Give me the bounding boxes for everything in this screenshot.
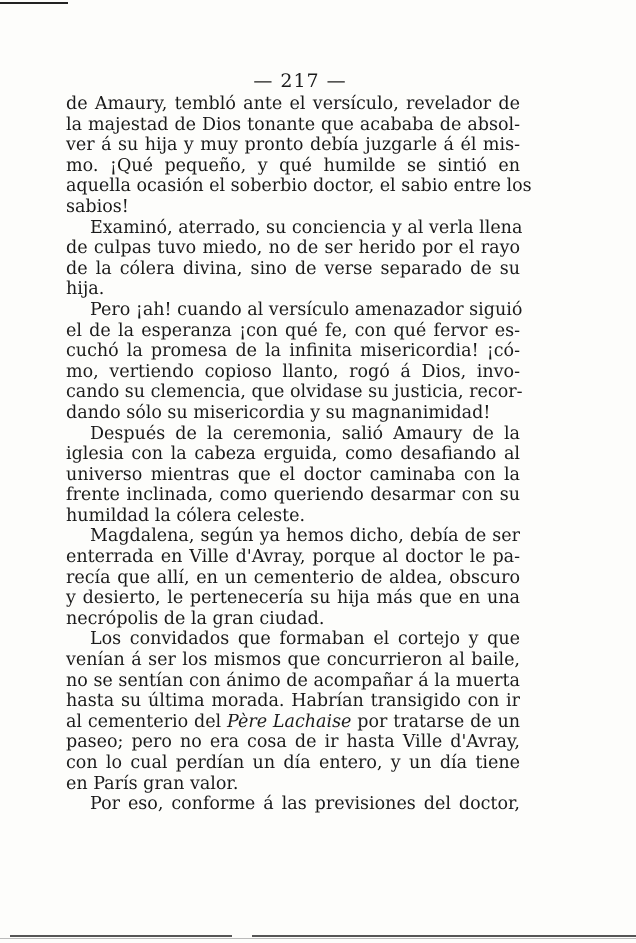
text-line: la majestad de Dios tonante que acababa de absol- [66,114,520,135]
text-line: mo, vertiendo copioso llanto, rogó á Dios, invo- [66,361,520,382]
text-line: de culpas tuvo miedo, no de ser herido por el rayo [66,238,520,259]
text-line: no se sentían con ánimo de acompañar á la muerta [66,670,520,691]
text-line: de Amaury, tembló ante el versículo, revelador de [66,94,520,114]
text-line: ver á su hija y muy pronto debía juzgarle á él mis- [66,135,520,156]
text-line: Examinó, aterrado, su conciencia y al verla llena [90,217,523,238]
text-line: venían á ser los mismos que concurrieron al baile, [66,650,520,671]
text-line: iglesia con la cabeza erguida, como desafiando al [66,444,520,465]
page-number: — 217 — [253,70,347,92]
text-line: paseo; pero no era cosa de ir hasta Ville d'Avray, [66,732,520,753]
scan-edge-mark-bottom-left [10,935,232,937]
text-line: Después de la ceremonia, salió Amaury de la [90,423,520,444]
scan-edge-line [0,938,636,939]
text-line: con lo cual perdían un día entero, y un día tiene [66,753,520,773]
text-line: y desierto, le pertenecería su hija más que en una [66,588,520,609]
text-line: humildad la cólera celeste. [66,505,306,526]
paragraph [66,629,520,794]
text-line: cuchó la promesa de la infinita misericordia! ¡có- [66,341,520,362]
paragraph [66,424,520,527]
text-fragment: al cementerio del [66,711,227,732]
paragraph [66,794,520,815]
paragraph [66,217,523,300]
scan-edge-mark-top [0,2,68,4]
text-line: frente inclinada, como queriendo desarmar con su [66,485,520,506]
text-line: sabios! [66,196,129,217]
text-line: universo mientras que el doctor caminaba con la [66,464,520,485]
paragraph [66,299,523,424]
text-line: necrópolis de la gran ciudad. [66,608,325,629]
text-fragment: por tratarse de un [351,711,521,732]
text-line: Pero ¡ah! cuando al versículo amenazador siguió [90,299,523,320]
text-line: dando sólo su misericordia y su magnanimidad! [66,402,491,423]
text-line: enterrada en Ville d'Avray, porque al doctor le pa- [66,547,520,568]
text-line: Por eso, conforme á las previsiones del doctor, [90,794,520,815]
text-line-pere-lachaise [66,712,520,733]
text-line: de la cólera divina, sino de verse separado de su [66,258,520,279]
text-line: Los convidados que formaban el cortejo y que [90,629,520,650]
text-line: el de la esperanza ¡con qué fe, con qué fervor es- [66,320,520,341]
italic-place-name: Père Lachaise [227,711,352,732]
text-line: mo. ¡Qué pequeño, y qué humilde se sintió en [66,155,520,176]
text-line: hija. [66,279,105,300]
text-line: hasta su última morada. Habrían transigido con ir [66,691,520,712]
text-line: en París gran valor. [66,773,239,794]
scan-edge-mark-bottom-right [252,935,636,937]
paragraph [66,526,520,629]
text-line: aquella ocasión el soberbio doctor, el sabio entre los [66,176,532,197]
paragraph [66,94,532,218]
page-body [66,94,532,815]
text-line: recía que allí, en un cementerio de aldea, obscuro [66,567,520,588]
text-line: Magdalena, según ya hemos dicho, debía de ser [90,526,520,547]
text-line: cando su clemencia, que olvidase su justicia, recor- [66,382,523,403]
